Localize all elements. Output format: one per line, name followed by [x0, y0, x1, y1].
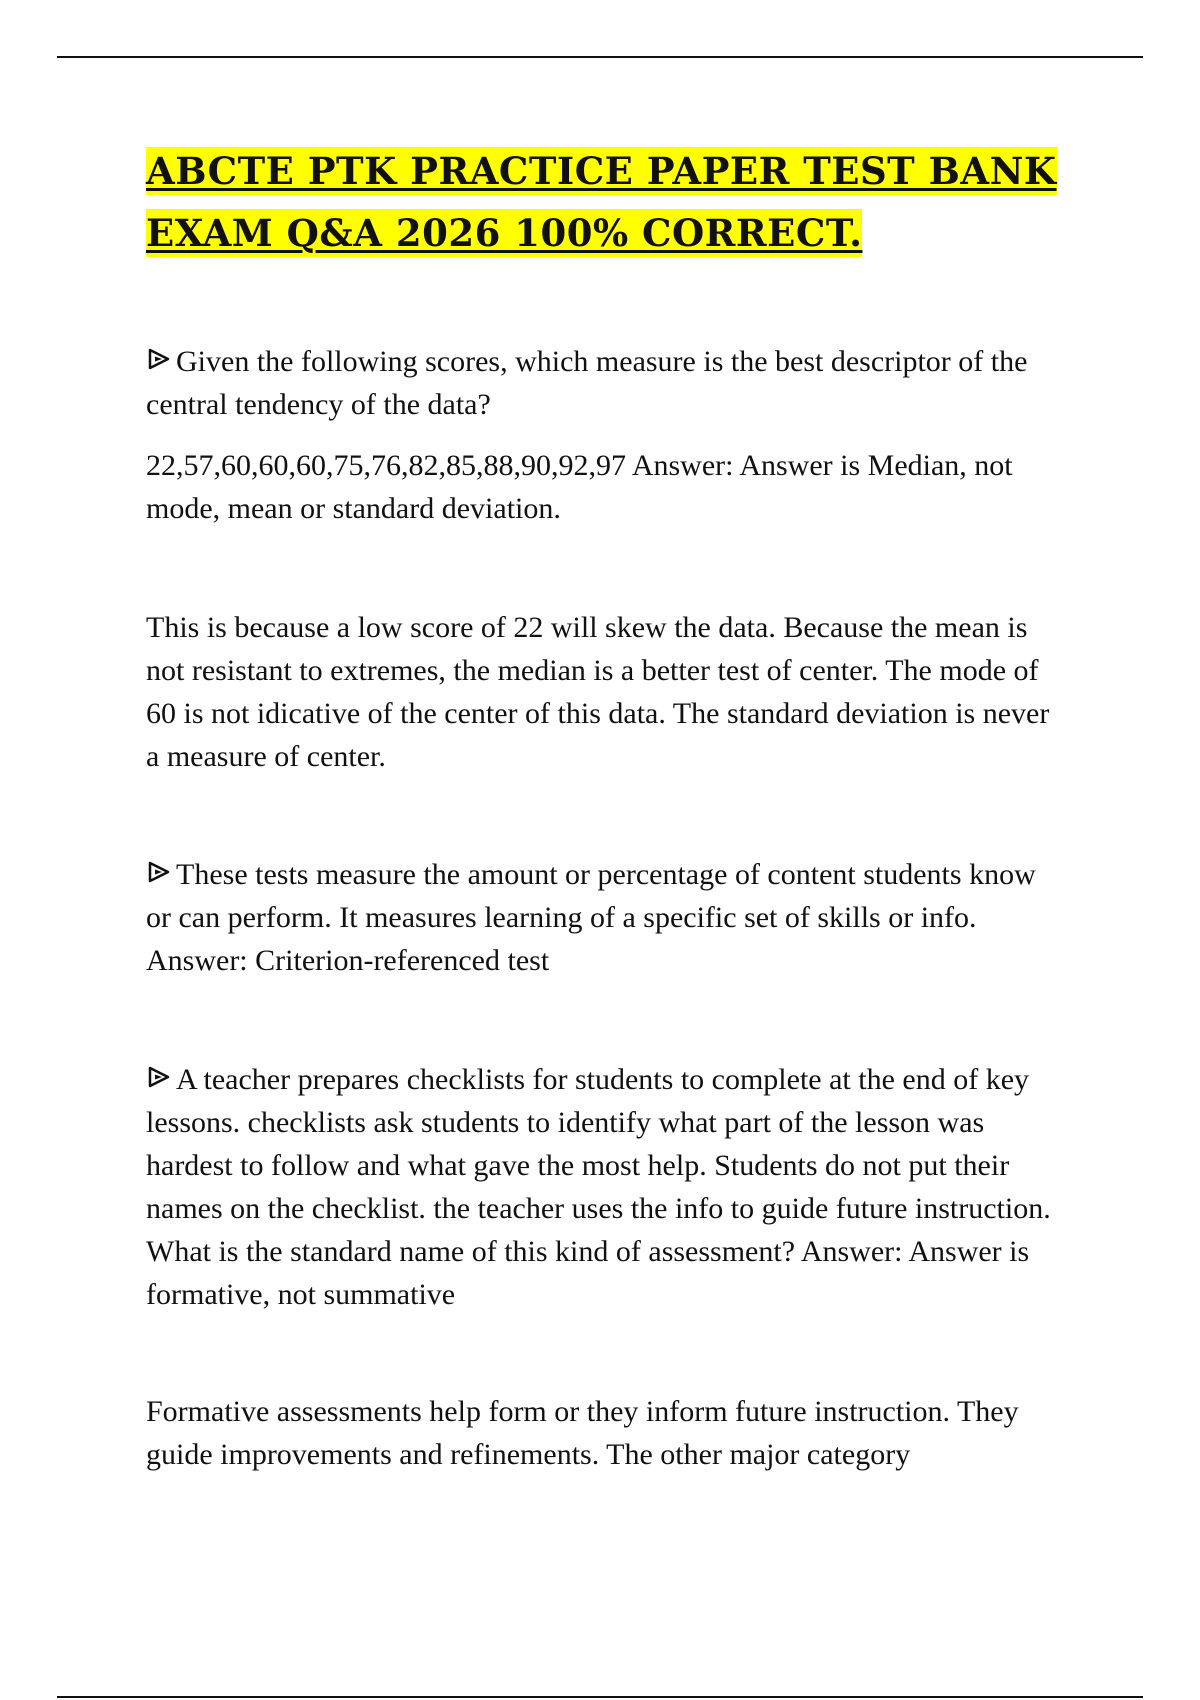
title-highlight: ABCTE PTK PRACTICE PAPER TEST BANK EXAM Q&A 2026 100% CORRECT.	[146, 149, 1057, 255]
question-3-text: A teacher prepares checklists for students to complete at the end of key lessons. checklists ask students to identify what part of the lesson was hardest to follow and what gave the most help. Students do not put their names on the checklist. the teacher uses the info to guide future instruction. What is the standard name of this kind of assessment? Answer: Answer is formative, not summative	[146, 1063, 1051, 1311]
top-rule	[57, 56, 1143, 58]
question-2	[146, 853, 1066, 982]
bottom-rule	[57, 1696, 1143, 1698]
triangle-right-outline-icon	[146, 1065, 172, 1089]
question-2-text: These tests measure the amount or percentage of content students know or can perform. It measures learning of a specific set of skills or info. Answer: Criterion-referenced test	[146, 858, 1036, 977]
document-title	[146, 140, 1066, 264]
question-1-text: Given the following scores, which measure is the best descriptor of the central tendency of the data?	[146, 345, 1028, 421]
triangle-right-outline-icon	[146, 860, 172, 884]
question-3	[146, 1058, 1066, 1316]
question-1-data-answer: 22,57,60,60,60,75,76,82,85,88,90,92,97 Answer: Answer is Median, not mode, mean or standard deviation.	[146, 449, 1013, 525]
question-1	[146, 340, 1066, 426]
triangle-right-outline-icon	[146, 347, 172, 371]
question-1-explanation: This is because a low score of 22 will skew the data. Because the mean is not resistant to extremes, the median is a better test of center. The mode of 60 is not idicative of the center of this data. The standard deviation is never a measure of center.	[146, 611, 1050, 773]
question-3-explanation: Formative assessments help form or they inform future instruction. They guide improvements and refinements. The other major category	[146, 1395, 1019, 1471]
